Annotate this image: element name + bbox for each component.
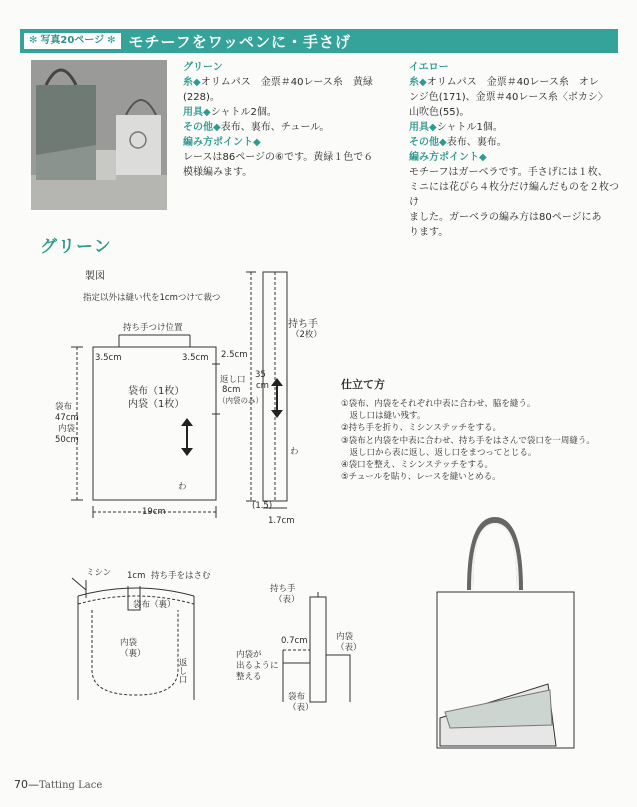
book-title: Tatting Lace <box>39 780 103 791</box>
assembly-steps <box>341 398 595 483</box>
others-label: その他◆ <box>409 137 447 148</box>
machine-label: ミシン <box>86 568 112 578</box>
return-label-2: 8cm <box>222 385 241 395</box>
thread-text: オリムパス 金票＃40レース糸 黄緑 <box>200 77 373 88</box>
section-title: グリーン <box>40 237 112 257</box>
inner-bag-label-2: （裏） <box>120 649 146 659</box>
seam-07-label: 0.7cm <box>281 636 308 646</box>
assembly-step: ①袋布、内袋をそれぞれ中表に合わせ、脇を縫う。 <box>341 399 536 409</box>
margin-right-label: 3.5cm <box>182 353 209 363</box>
handle-width-label: 1.7cm <box>268 516 295 526</box>
tools-label: 用具◆ <box>409 122 437 133</box>
green-method-label: 編み方ポイント◆ <box>183 137 261 148</box>
thread-label: 糸◆ <box>183 77 201 88</box>
return-label-1: 返し口 <box>220 375 246 385</box>
thread-text: オリムパス 金票＃40レース糸 オレ <box>426 77 599 88</box>
return-opening-label: 返し口 <box>177 658 187 684</box>
assembly-step: 返し口は縫い残す。 <box>341 411 426 422</box>
others-text: 表布、裏布。 <box>446 137 507 148</box>
page-title: モチーフをワッペンに・手さげ <box>128 32 352 51</box>
adjust-note-3: 整える <box>236 672 262 682</box>
seam-allowance-label: (1.5) <box>252 501 273 511</box>
assembly-step: ④袋口を整え、ミシンステッチをする。 <box>341 460 493 471</box>
yellow-method-1: モチーフはガーベラです。手さげには１枚、 <box>409 167 608 178</box>
margin-left-label: 3.5cm <box>95 353 122 363</box>
photo-ref: 写真20ページ <box>40 35 105 46</box>
yellow-method-3: ました。ガーベラの編み方は80ページにあ <box>409 212 602 223</box>
adjust-note-1: 内袋が <box>236 650 262 660</box>
star-icon: ✻ <box>107 35 116 46</box>
assembly-step: ③袋布と内袋を中表に合わせ、持ち手をはさんで袋口を一周縫う。 <box>341 435 595 446</box>
return-label-3: （内袋のみ） <box>218 396 263 405</box>
tools-label: 用具◆ <box>183 107 211 118</box>
star-icon: ✻ <box>29 35 38 46</box>
side-label-1: 袋布 <box>55 402 73 412</box>
handle-label-1: 持ち手 <box>288 319 318 330</box>
others-text: 表布、裏布、チュール。 <box>220 122 330 133</box>
outer-front-sub: （表） <box>288 703 314 713</box>
width-label: 19cm <box>142 507 166 517</box>
page-number: 70 <box>14 778 28 791</box>
footer-dash: — <box>28 778 39 791</box>
assembly-step: ②持ち手を折り、ミシンステッチをする。 <box>341 423 501 434</box>
side-label-3: 内袋 <box>58 424 76 434</box>
yellow-thread-cont: ンジ色(171)、金票＃40レース糸〈ボカシ〉 <box>409 92 608 103</box>
handle-length-1: 35 <box>255 370 266 380</box>
assembly-title: 仕立て方 <box>341 378 385 391</box>
handle-label-2: （2枚） <box>291 330 322 340</box>
inner-front-label: 内袋 <box>336 632 354 642</box>
side-label-4: 50cm <box>55 435 79 445</box>
body-label-2: 内袋（1枚） <box>128 399 185 410</box>
green-thread-cont: (228)。 <box>183 92 220 103</box>
green-heading: グリーン <box>183 62 223 73</box>
side-label-2: 47cm <box>55 413 79 423</box>
outer-front-label: 袋布 <box>288 692 306 702</box>
thread-label: 糸◆ <box>409 77 427 88</box>
pattern-title: 製図 <box>85 271 105 282</box>
handle-fold-label: わ <box>290 447 299 457</box>
others-label: その他◆ <box>183 122 221 133</box>
handle-front-sub: （表） <box>274 595 300 605</box>
inner-bag-label-1: 内袋 <box>120 638 138 648</box>
handle-length-2: cm <box>256 381 269 391</box>
cutting-note: 指定以外は縫い代を1cmつけて裁つ <box>83 293 221 303</box>
outer-bag-label: 袋布（裏） <box>133 600 176 610</box>
yellow-method-label: 編み方ポイント◆ <box>409 152 487 163</box>
body-label-1: 袋布（1枚） <box>128 386 185 397</box>
yellow-thread-cont2: 山吹色(55)。 <box>409 107 470 118</box>
assembly-step: 返し口から表に返し、返し口をまつってとじる。 <box>341 447 537 458</box>
green-method-2: 模様編みます。 <box>183 167 253 178</box>
clip-handle-label: 持ち手をはさむ <box>151 571 211 581</box>
one-cm-label: 1cm <box>127 571 146 581</box>
handle-front-label: 持ち手 <box>270 584 296 594</box>
handle-position-label: 持ち手つけ位置 <box>123 323 183 333</box>
page-footer <box>14 778 102 791</box>
green-method-1: レースは86ページの⑥です。黄緑１色で６ <box>183 152 374 163</box>
fold-label: わ <box>178 482 187 492</box>
margin-top-label: 2.5cm <box>221 350 248 360</box>
assembly-step: ⑤チュールを貼り、レースを縫いとめる。 <box>341 472 501 483</box>
adjust-note-2: 出るように <box>236 661 279 671</box>
yellow-heading: イエロー <box>409 62 449 73</box>
yellow-method-2: ミニには花びら４枚分だけ編んだものを２枚つけ <box>409 182 619 208</box>
tools-text: シャトル2個。 <box>210 107 277 118</box>
inner-front-sub: （表） <box>336 643 362 653</box>
tools-text: シャトル1個。 <box>436 122 503 133</box>
yellow-method-4: ります。 <box>409 227 449 238</box>
